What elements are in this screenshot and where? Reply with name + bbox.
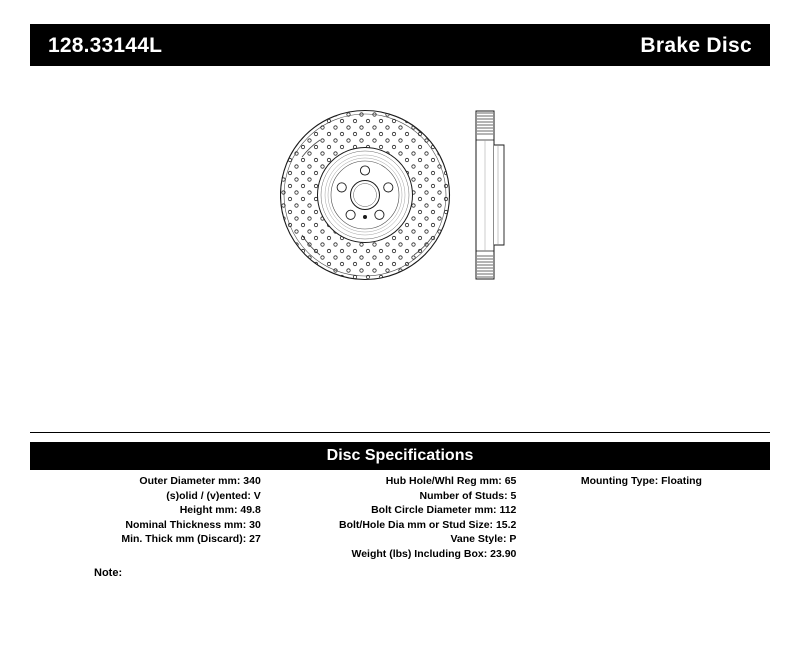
note-label: Note: bbox=[94, 567, 123, 579]
note-row bbox=[30, 567, 770, 579]
rotor-drawing-svg bbox=[280, 85, 560, 305]
spec-item: Number of Studs: 5 bbox=[419, 489, 517, 502]
part-number: 128.33144L bbox=[48, 33, 163, 57]
spec-item: Bolt Circle Diameter mm: 112 bbox=[371, 504, 517, 516]
specs-columns bbox=[30, 474, 770, 561]
specs-column-right bbox=[518, 474, 770, 561]
section-divider bbox=[30, 432, 770, 433]
spec-item: Nominal Thickness mm: 30 bbox=[125, 518, 261, 531]
specs-column-left bbox=[30, 474, 267, 561]
product-drawing bbox=[30, 80, 770, 410]
spec-item: Hub Hole/Whl Reg mm: 65 bbox=[385, 475, 517, 487]
specs-header-bar bbox=[30, 442, 770, 470]
spec-item: Mounting Type: Floating bbox=[580, 475, 702, 487]
header-bar bbox=[30, 24, 770, 66]
rotor-edge-view bbox=[476, 111, 504, 279]
spec-item: Min. Thick mm (Discard): 27 bbox=[121, 533, 261, 545]
specs-title: Disc Specifications bbox=[326, 447, 474, 464]
spec-item: Height mm: 49.8 bbox=[179, 504, 261, 516]
spec-item: Weight (lbs) Including Box: 23.90 bbox=[351, 547, 517, 560]
spec-item: (s)olid / (v)ented: V bbox=[166, 489, 261, 502]
page-title: Brake Disc bbox=[640, 33, 752, 57]
spec-item: Outer Diameter mm: 340 bbox=[139, 475, 261, 487]
specs-column-middle bbox=[267, 474, 519, 561]
spec-item: Vane Style: P bbox=[450, 533, 517, 545]
rotor-face-view bbox=[280, 110, 455, 285]
spec-item: Bolt/Hole Dia mm or Stud Size: 15.2 bbox=[339, 518, 517, 531]
